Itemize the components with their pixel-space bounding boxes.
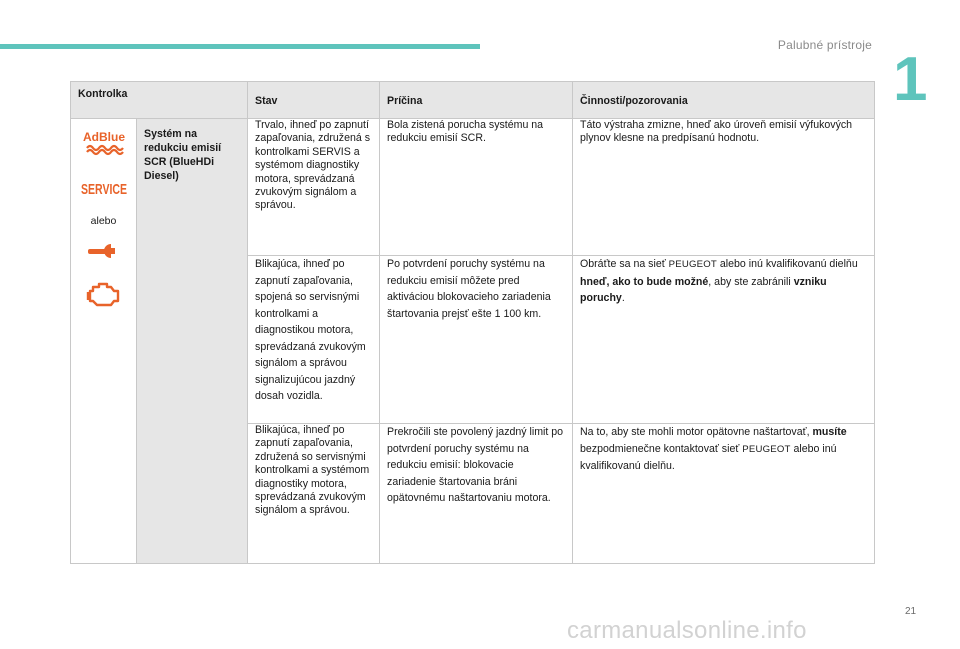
section-title: Palubné prístroje [777,38,872,52]
alebo-label: alebo [90,215,117,227]
adblue-icon-label: AdBlue [82,130,125,144]
column-header-stav: Stav [248,82,380,119]
header-accent-bar [0,44,480,49]
cinnosti-emphasis: vzniku poruchy [580,275,827,304]
column-header-pricina: Príčina [380,82,573,119]
column-header-kontrolka: Kontrolka [71,82,248,119]
cinnosti-text: , aby ste zabránili [708,275,794,288]
cinnosti-text: Obráťte sa na sieť [580,258,669,270]
column-header-cinnosti: Činnosti/pozorovania [573,82,875,119]
pricina-cell: Prekročili ste povolený jazdný limit po potvrdení poruchy systému na redukciu emisií: blokovacie zariadenie štartovania bráni opätovnému naštartovaniu motora. [380,424,573,564]
warning-lamp-table [70,81,875,564]
brand-name: PEUGEOT [742,443,791,455]
cinnosti-cell [573,256,875,424]
chapter-number: 1 [893,45,928,114]
engine-icon [84,280,124,310]
cinnosti-text: alebo inú kvalifikovanú dielňu [716,258,858,270]
wrench-icon [84,242,124,260]
watermark: carmanualsonline.info [567,617,807,644]
icon-cell [71,119,137,564]
pricina-cell: Po potvrdení poruchy systému na redukciu emisií môžete pred aktiváciou blokovacieho zariadenia štartovania prejsť ešte 1 100 km. [380,256,573,424]
adblue-icon [81,129,127,155]
table-header-row [71,82,875,119]
stav-cell: Blikajúca, ihneď po zapnutí zapaľovania, spojená so servisnými kontrolkami a diagnostikou motora, sprevádzaná zvukovým signálom a správou signalizujúcou jazdný dosah vozidla. [248,256,380,424]
service-icon-label: SERVICE [80,181,127,198]
service-icon [79,177,129,199]
cinnosti-text: Na to, aby ste mohli motor opätovne naštartovať, [580,426,813,438]
stav-cell: Blikajúca, ihneď po zapnutí zapaľovania, združená so servisnými kontrolkami a systémom diagnostiky motora, sprevádzaná zvukovým signálom a správou. [248,424,380,564]
cinnosti-text: . [621,292,625,304]
pricina-cell: Bola zistená porucha systému na redukciu emisií SCR. [380,119,573,256]
system-name-cell: Systém na redukciu emisií SCR (BlueHDi Diesel) [137,119,248,564]
brand-name: PEUGEOT [668,259,717,270]
cinnosti-text: alebo inú kvalifikovanú dielňu. [580,442,837,472]
cinnosti-emphasis: musíte [812,426,847,438]
cinnosti-text: bezpodmienečne kontaktovať sieť [580,442,743,455]
table-row [71,119,875,256]
cinnosti-cell: Táto výstraha zmizne, hneď ako úroveň emisií výfukových plynov klesne na predpísanú hodnotu. [573,119,875,256]
cinnosti-emphasis: hneď, ako to bude možné [580,275,709,288]
cinnosti-cell [573,424,875,564]
stav-cell: Trvalo, ihneď po zapnutí zapaľovania, združená s kontrolkami SERVIS a systémom diagnostiky motora, sprevádzaná zvukovým signálom a správou. [248,119,380,256]
page-number: 21 [905,606,917,617]
